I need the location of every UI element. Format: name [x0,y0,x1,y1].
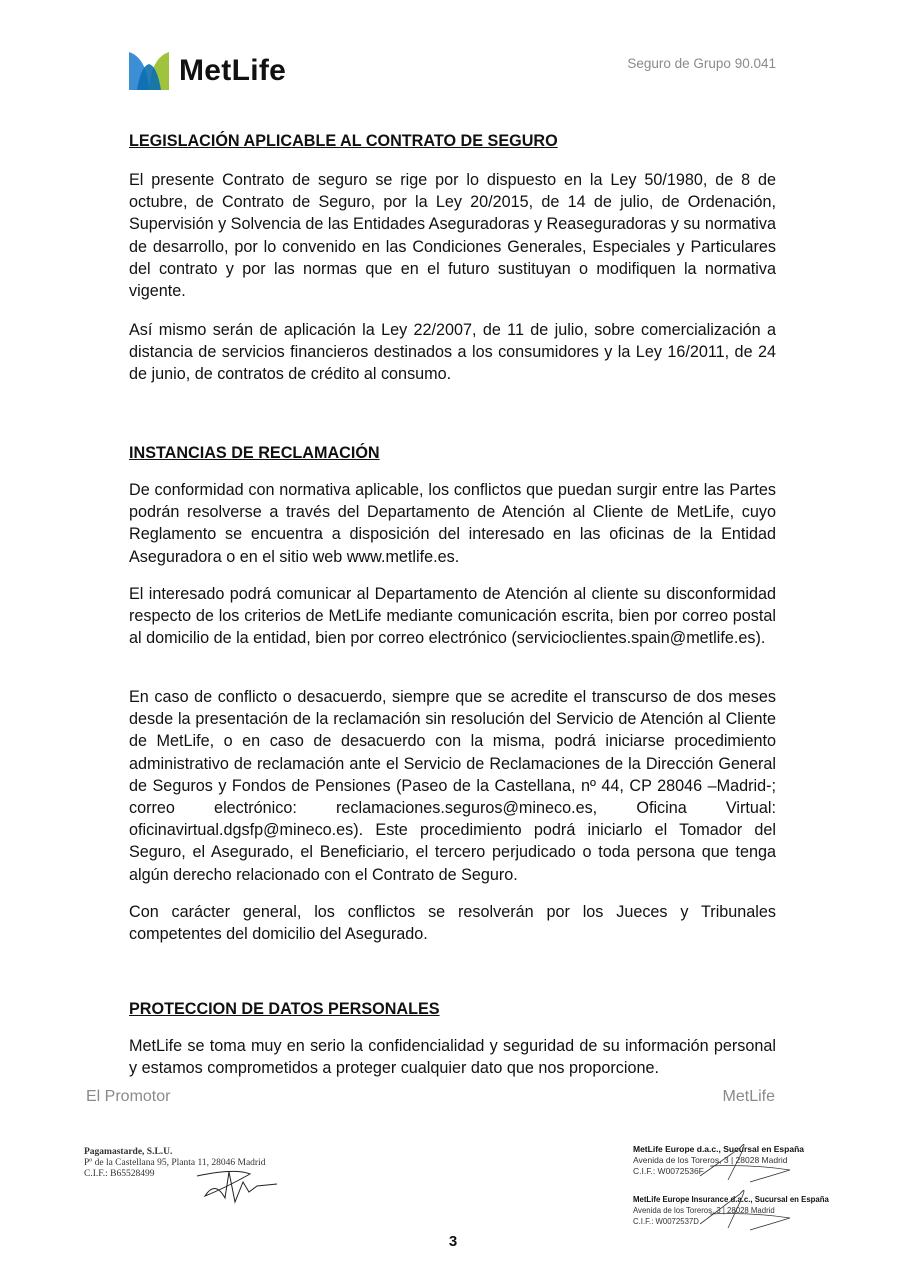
paragraph: El presente Contrato de seguro se rige por lo dispuesto en la Ley 50/1980, de 8 de octubre, de Contrato de Seguro, por la Ley 20/2015, de 14 de julio, de Ordenación, Supervisión y Solvencia de las Entidades Aseguradoras y Reaseguradoras y su normativa de desarrollo, por lo convenido en las Condiciones Generales, Especiales y Particulares del contrato y por las normas que en el futuro sustituyan o modifiquen la normativa vigente. [129,171,776,301]
logo-text: MetLife [179,54,287,87]
promotor-signature [195,1168,280,1206]
section-heading: PROTECCION DE DATOS PERSONALES [129,1000,440,1018]
insurer1-address: Avenida de los Toreros, 3 | 28028 Madrid [633,1155,788,1165]
section-heading: INSTANCIAS DE RECLAMACIÓN [129,444,380,462]
promotor-cif: C.I.F.: B65528499 [84,1169,155,1179]
page-number: 3 [448,1233,458,1250]
insurer-label: MetLife [722,1088,775,1105]
section-heading: LEGISLACIÓN APLICABLE AL CONTRATO DE SEGURO [129,132,558,150]
insurer2-cif: C.I.F.: W0072537D [633,1217,699,1226]
insurer2-name: MetLife Europe Insurance d.a.c., Sucursal en España [633,1195,829,1204]
paragraph: De conformidad con normativa aplicable, los conflictos que puedan surgir entre las Partes podrán resolverse a través del Departamento de Atención al Cliente de MetLife, cuyo Reglamento se encuentra a disposición del interesado en las oficinas de la Entidad Aseguradora o en el sitio web www.metlife.es. [129,481,776,566]
insurer1-cif: C.I.F.: W0072536F [633,1166,704,1176]
insurer-signatures [690,1136,820,1232]
promotor-address: Pº de la Castellana 95, Planta 11, 28046 Madrid [84,1158,266,1168]
paragraph: MetLife se toma muy en serio la confidencialidad y seguridad de su información personal y estamos comprometidos a proteger cualquier dato que nos proporcione. [129,1037,776,1078]
insurer2-address: Avenida de los Toreros, 3 | 28028 Madrid [633,1206,775,1215]
insurer1-name: MetLife Europe d.a.c., Sucursal en España [633,1144,804,1154]
paragraph: Con carácter general, los conflictos se resolverán por los Jueces y Tribunales competentes del domicilio del Asegurado. [129,903,776,944]
promotor-name: Pagamastarde, S.L.U. [84,1147,173,1157]
metlife-logo [129,52,286,90]
metlife-logo-icon [129,52,169,90]
paragraph: El interesado podrá comunicar al Departamento de Atención al cliente su disconformidad respecto de los criterios de MetLife mediante comunicación escrita, bien por correo postal al domicilio de la entidad, bien por correo electrónico (servicioclientes.spain@metlife.es). [129,585,776,648]
policy-reference: Seguro de Grupo 90.041 [627,56,776,71]
paragraph: En caso de conflicto o desacuerdo, siempre que se acredite el transcurso de dos meses desde la presentación de la reclamación sin resolución del Servicio de Atención al Cliente de MetLife, o en caso de desacuerdo con la misma, podrá iniciarse procedimiento administrativo de reclamación ante el Servicio de Reclamaciones de la Dirección General de Seguros y Fondos de Pensiones (Paseo de la Castellana, nº 44, CP 28046 –Madrid-; correo electrónico: reclamaciones.seguros@mineco.es, Oficina Virtual: oficinavirtual.dgsfp@mineco.es). Este procedimiento podrá iniciarlo el Tomador del Seguro, el Asegurado, el Beneficiario, el tercero perjudicado o toda persona que tenga algún derecho relacionado con el Contrato de Seguro. [129,688,776,884]
promotor-label: El Promotor [86,1088,171,1105]
paragraph: Así mismo serán de aplicación la Ley 22/2007, de 11 de julio, sobre comercialización a distancia de servicios financieros destinados a los consumidores y la Ley 16/2011, de 24 de junio, de contratos de crédito al consumo. [129,321,776,384]
